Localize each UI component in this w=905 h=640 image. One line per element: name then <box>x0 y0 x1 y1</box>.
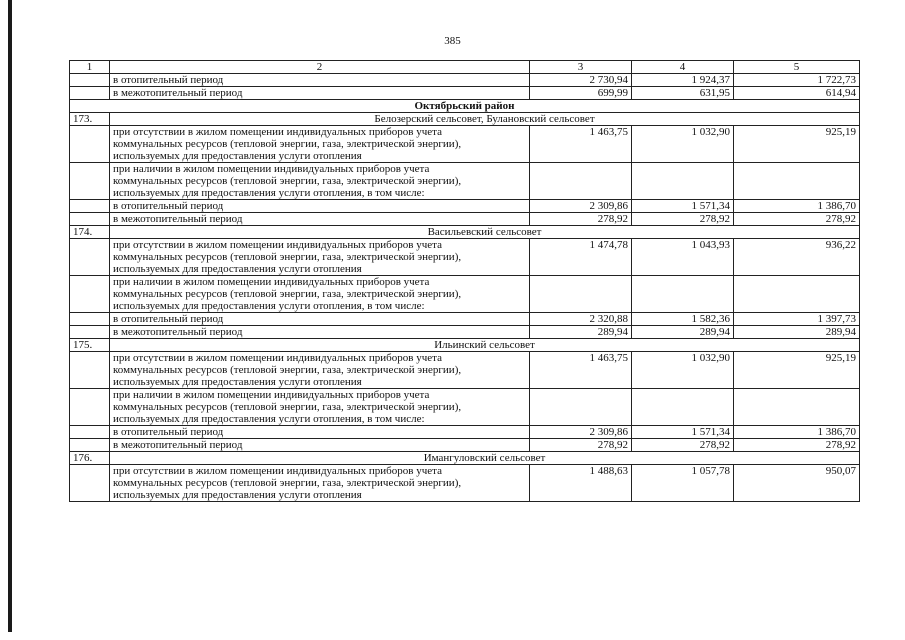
header-col-3: 3 <box>530 61 632 74</box>
settlement-number: 173. <box>70 113 110 126</box>
description-line: коммунальных ресурсов (тепловой энергии, газа, электрической энергии), <box>113 364 462 376</box>
period-label: в межотопительный период <box>110 439 530 452</box>
value-col-3 <box>530 276 632 313</box>
value-col-3: 2 309,86 <box>530 200 632 213</box>
description-line: используемых для предоставления услуги отопления, в том числе: <box>113 187 425 199</box>
value-col-5: 1 397,73 <box>734 313 860 326</box>
table-row <box>70 326 860 339</box>
value-col-4: 1 032,90 <box>632 352 734 389</box>
table-row <box>70 389 860 426</box>
value-col-5: 950,07 <box>734 465 860 502</box>
settlement-row <box>70 339 860 352</box>
description-line: коммунальных ресурсов (тепловой энергии, газа, электрической энергии), <box>113 288 462 300</box>
num-cell <box>70 87 110 100</box>
table-row <box>70 313 860 326</box>
value-col-5 <box>734 389 860 426</box>
header-row <box>70 61 860 74</box>
description-line: коммунальных ресурсов (тепловой энергии, газа, электрической энергии), <box>113 251 462 263</box>
description-cell <box>110 239 530 276</box>
description-line: при отсутствии в жилом помещении индивидуальных приборов учета <box>113 465 442 477</box>
period-label: в отопительный период <box>110 426 530 439</box>
num-cell <box>70 239 110 276</box>
num-cell <box>70 200 110 213</box>
period-label: в межотопительный период <box>110 87 530 100</box>
description-line: используемых для предоставления услуги отопления <box>113 150 362 162</box>
description-line: при наличии в жилом помещении индивидуальных приборов учета <box>113 163 430 175</box>
value-col-5: 925,19 <box>734 352 860 389</box>
description-line: коммунальных ресурсов (тепловой энергии, газа, электрической энергии), <box>113 401 462 413</box>
value-col-4: 278,92 <box>632 439 734 452</box>
tariff-table-body <box>70 61 860 502</box>
value-col-3: 2 730,94 <box>530 74 632 87</box>
value-col-3: 1 463,75 <box>530 126 632 163</box>
description-cell <box>110 163 530 200</box>
value-col-3: 2 320,88 <box>530 313 632 326</box>
description-line: при отсутствии в жилом помещении индивидуальных приборов учета <box>113 352 442 364</box>
value-col-3 <box>530 389 632 426</box>
value-col-4: 278,92 <box>632 213 734 226</box>
tariff-table <box>69 60 860 502</box>
description-line: коммунальных ресурсов (тепловой энергии, газа, электрической энергии), <box>113 138 462 150</box>
table-row <box>70 426 860 439</box>
description-line: используемых для предоставления услуги отопления, в том числе: <box>113 300 425 312</box>
num-cell <box>70 213 110 226</box>
description-cell <box>110 352 530 389</box>
value-col-5: 289,94 <box>734 326 860 339</box>
table-row <box>70 465 860 502</box>
period-label: в межотопительный период <box>110 213 530 226</box>
description-line: используемых для предоставления услуги отопления <box>113 489 362 501</box>
header-col-2: 2 <box>110 61 530 74</box>
value-col-5 <box>734 276 860 313</box>
table-row <box>70 163 860 200</box>
value-col-3: 289,94 <box>530 326 632 339</box>
period-label: в межотопительный период <box>110 326 530 339</box>
table-row <box>70 352 860 389</box>
description-cell <box>110 276 530 313</box>
value-col-4: 1 571,34 <box>632 426 734 439</box>
period-label: в отопительный период <box>110 200 530 213</box>
settlement-name: Ильинский сельсовет <box>110 339 860 352</box>
table-row <box>70 239 860 276</box>
description-line: коммунальных ресурсов (тепловой энергии, газа, электрической энергии), <box>113 477 462 489</box>
settlement-name: Белозерский сельсовет, Булановский сельсовет <box>110 113 860 126</box>
value-col-3: 278,92 <box>530 213 632 226</box>
num-cell <box>70 313 110 326</box>
settlement-number: 175. <box>70 339 110 352</box>
period-label: в отопительный период <box>110 313 530 326</box>
settlement-number: 176. <box>70 452 110 465</box>
header-col-5: 5 <box>734 61 860 74</box>
num-cell <box>70 74 110 87</box>
num-cell <box>70 439 110 452</box>
value-col-4 <box>632 276 734 313</box>
value-col-3 <box>530 163 632 200</box>
value-col-5: 278,92 <box>734 213 860 226</box>
value-col-4: 1 032,90 <box>632 126 734 163</box>
value-col-4 <box>632 163 734 200</box>
description-line: при отсутствии в жилом помещении индивидуальных приборов учета <box>113 126 442 138</box>
settlement-row <box>70 452 860 465</box>
page-number: 385 <box>444 35 461 47</box>
value-col-3: 1 463,75 <box>530 352 632 389</box>
value-col-4: 1 571,34 <box>632 200 734 213</box>
value-col-3: 1 488,63 <box>530 465 632 502</box>
num-cell <box>70 465 110 502</box>
value-col-4: 1 043,93 <box>632 239 734 276</box>
district-title: Октябрьский район <box>70 100 860 113</box>
value-col-5: 925,19 <box>734 126 860 163</box>
value-col-3: 2 309,86 <box>530 426 632 439</box>
table-row <box>70 213 860 226</box>
description-line: при наличии в жилом помещении индивидуальных приборов учета <box>113 276 430 288</box>
value-col-3: 699,99 <box>530 87 632 100</box>
description-line: при отсутствии в жилом помещении индивидуальных приборов учета <box>113 239 442 251</box>
page-edge-bar <box>8 0 12 632</box>
table-row <box>70 439 860 452</box>
value-col-4: 631,95 <box>632 87 734 100</box>
table-row <box>70 126 860 163</box>
value-col-5 <box>734 163 860 200</box>
header-col-4: 4 <box>632 61 734 74</box>
table-row <box>70 74 860 87</box>
settlement-number: 174. <box>70 226 110 239</box>
value-col-4: 289,94 <box>632 326 734 339</box>
value-col-5: 1 386,70 <box>734 426 860 439</box>
table-row <box>70 276 860 313</box>
num-cell <box>70 352 110 389</box>
settlement-row <box>70 226 860 239</box>
value-col-4 <box>632 389 734 426</box>
value-col-4: 1 582,36 <box>632 313 734 326</box>
settlement-name: Имангуловский сельсовет <box>110 452 860 465</box>
table-row <box>70 87 860 100</box>
description-cell <box>110 465 530 502</box>
description-line: при наличии в жилом помещении индивидуальных приборов учета <box>113 389 430 401</box>
period-label: в отопительный период <box>110 74 530 87</box>
num-cell <box>70 326 110 339</box>
description-line: используемых для предоставления услуги отопления <box>113 376 362 388</box>
table-row <box>70 200 860 213</box>
header-col-1: 1 <box>70 61 110 74</box>
description-line: используемых для предоставления услуги отопления <box>113 263 362 275</box>
value-col-4: 1 924,37 <box>632 74 734 87</box>
num-cell <box>70 426 110 439</box>
value-col-5: 614,94 <box>734 87 860 100</box>
value-col-5: 278,92 <box>734 439 860 452</box>
value-col-3: 278,92 <box>530 439 632 452</box>
value-col-5: 1 386,70 <box>734 200 860 213</box>
value-col-4: 1 057,78 <box>632 465 734 502</box>
value-col-5: 1 722,73 <box>734 74 860 87</box>
num-cell <box>70 126 110 163</box>
district-row <box>70 100 860 113</box>
settlement-name: Васильевский сельсовет <box>110 226 860 239</box>
description-cell <box>110 389 530 426</box>
settlement-row <box>70 113 860 126</box>
description-line: коммунальных ресурсов (тепловой энергии, газа, электрической энергии), <box>113 175 462 187</box>
value-col-3: 1 474,78 <box>530 239 632 276</box>
num-cell <box>70 163 110 200</box>
description-cell <box>110 126 530 163</box>
num-cell <box>70 276 110 313</box>
description-line: используемых для предоставления услуги отопления, в том числе: <box>113 413 425 425</box>
num-cell <box>70 389 110 426</box>
value-col-5: 936,22 <box>734 239 860 276</box>
